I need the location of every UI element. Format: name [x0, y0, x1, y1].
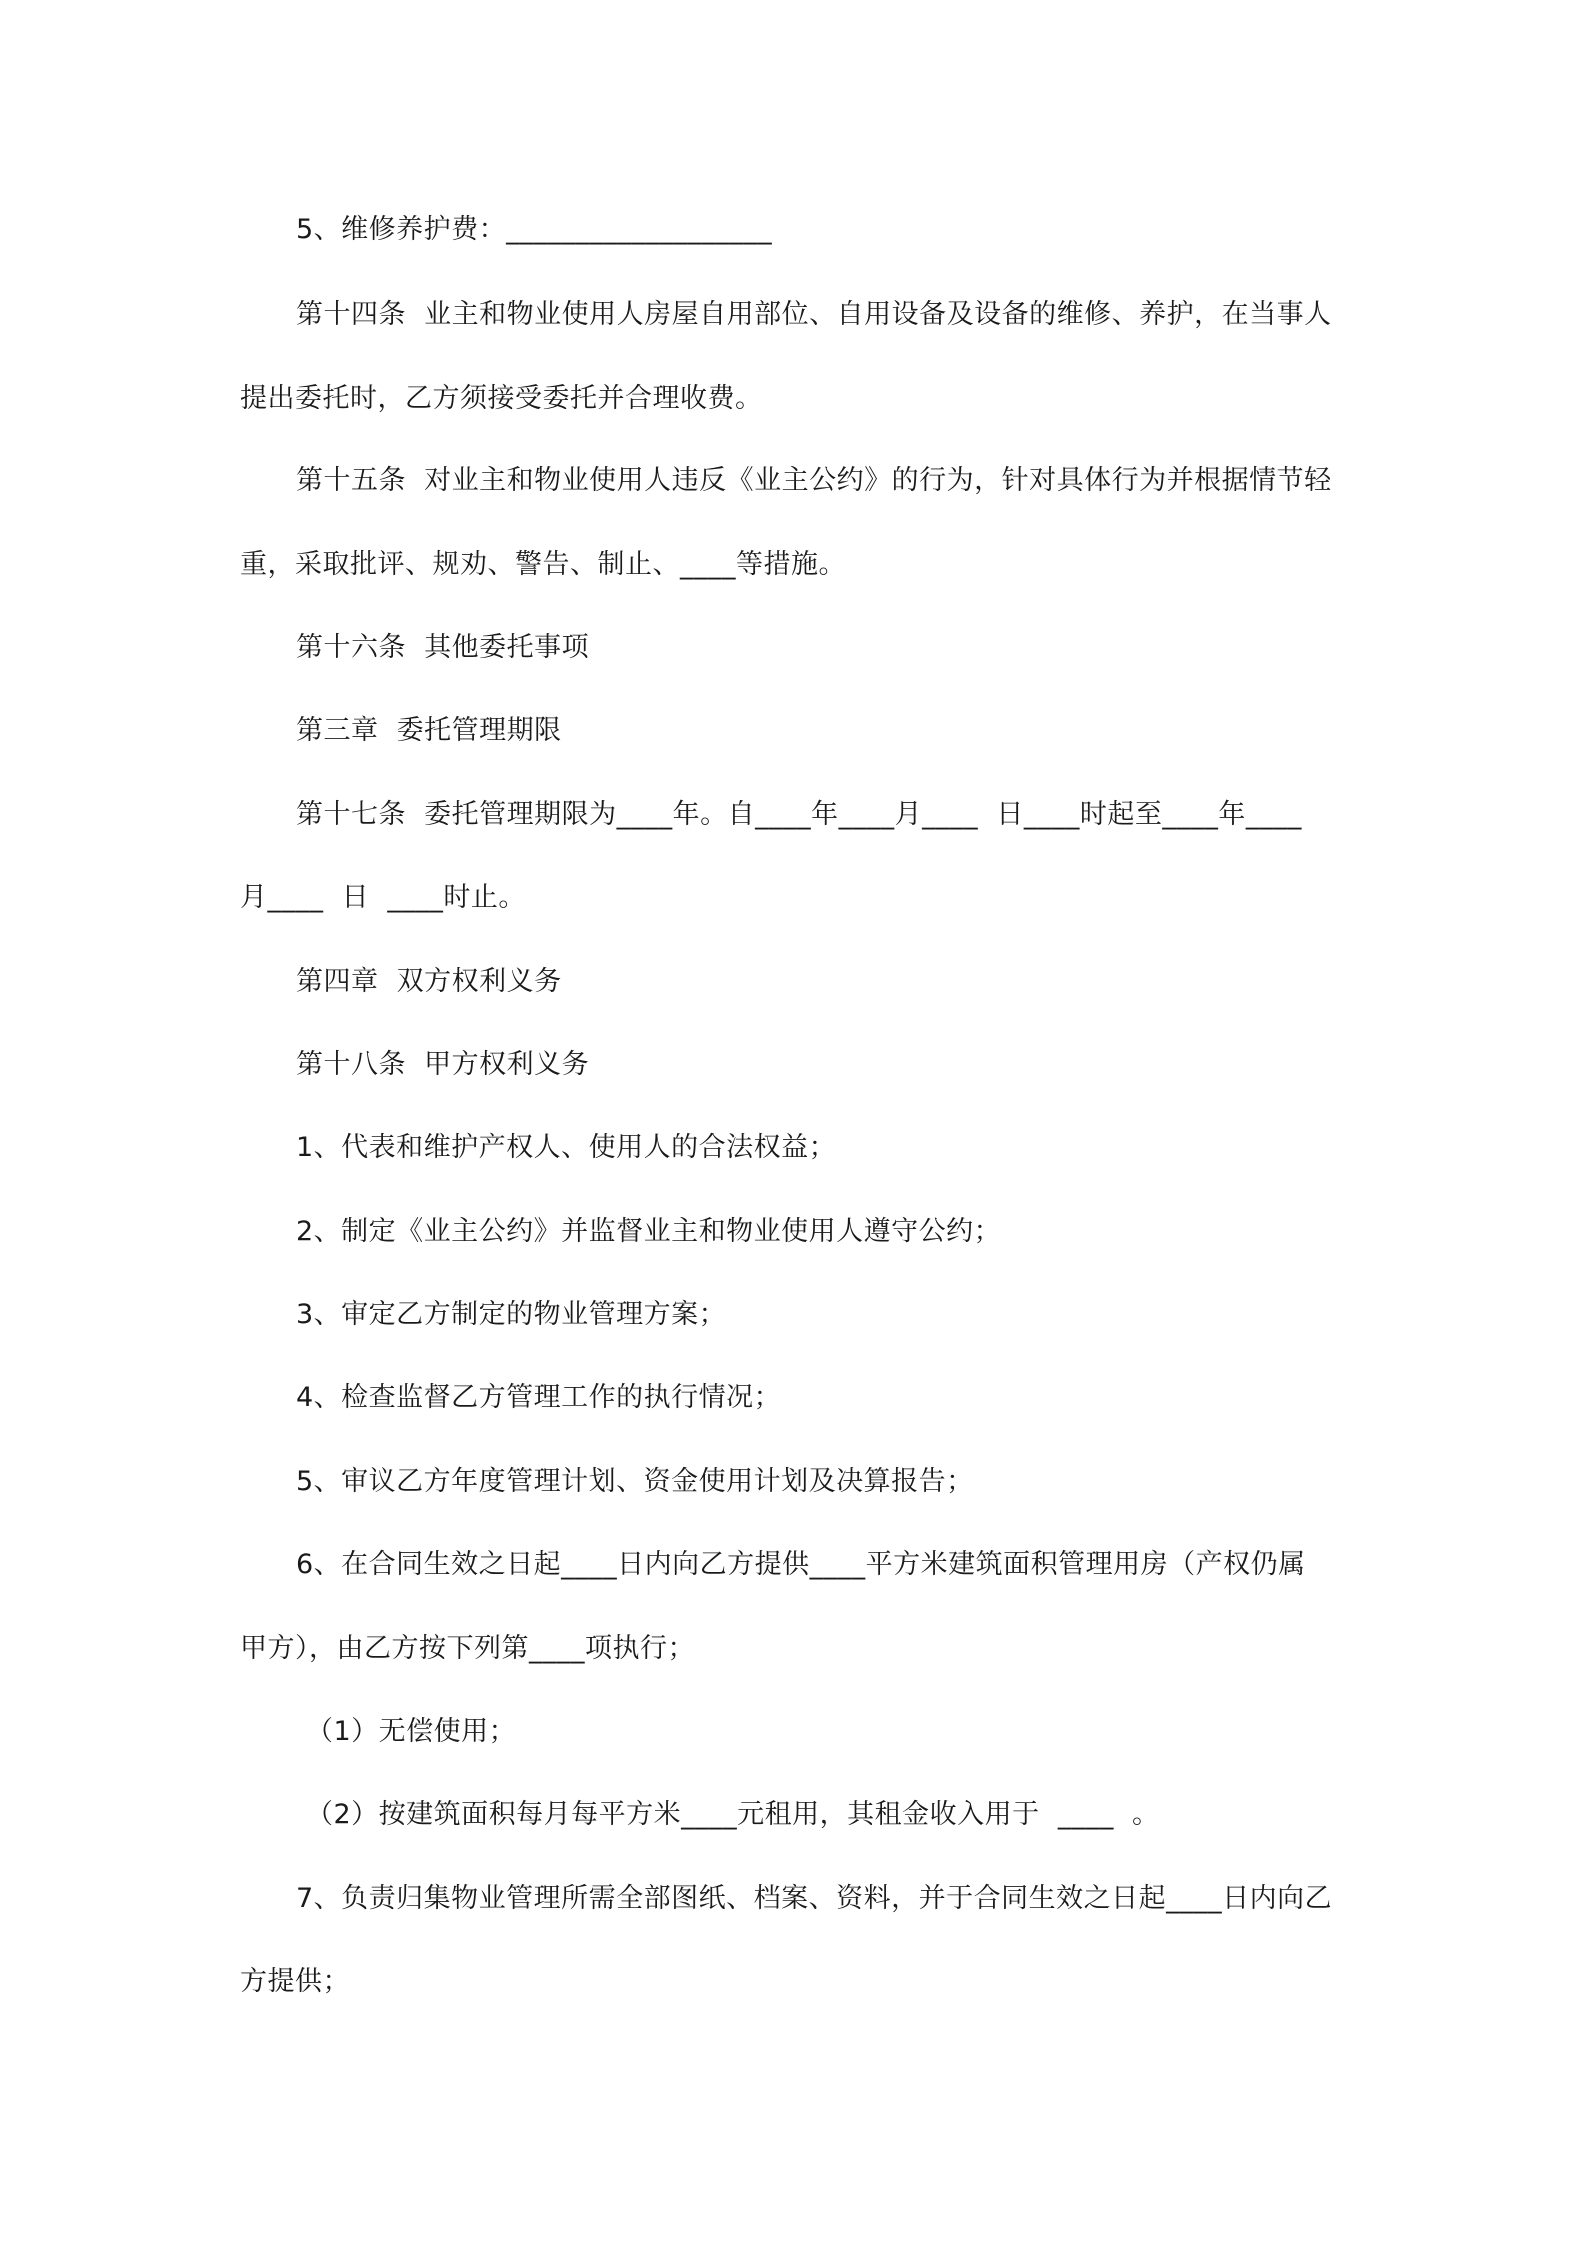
list-item: 5、审议乙方年度管理计划、资金使用计划及决算报告； — [296, 1466, 974, 1497]
list-item: 1、代表和维护产权人、使用人的合法权益； — [296, 1132, 837, 1163]
text-line: 方提供； — [240, 1966, 350, 1997]
text-line: 第十四条 业主和物业使用人房屋自用部位、自用设备及设备的维修、养护，在当事人 — [296, 299, 1332, 330]
text-line: 5、维修养护费：___________________ — [296, 214, 773, 245]
text-line: 第十七条 委托管理期限为____年。自____年____月____ 日____时起至____年____ — [296, 799, 1302, 830]
list-item: 6、在合同生效之日起____日内向乙方提供____平方米建筑面积管理用房（产权仍属 — [296, 1549, 1306, 1580]
list-item: 7、负责归集物业管理所需全部图纸、档案、资料，并于合同生效之日起____日内向乙 — [296, 1883, 1333, 1914]
chapter-heading: 第三章 委托管理期限 — [296, 715, 562, 746]
text-line: 月____ 日 ____时止。 — [240, 882, 526, 913]
chapter-heading: 第四章 双方权利义务 — [296, 966, 562, 997]
text-line: 第十六条 其他委托事项 — [296, 632, 590, 663]
text-line: 重，采取批评、规劝、警告、制止、____等措施。 — [240, 549, 846, 580]
sub-list-item: （1）无偿使用； — [306, 1716, 517, 1747]
text-line: 提出委托时，乙方须接受委托并合理收费。 — [240, 383, 763, 414]
text-line: 第十八条 甲方权利义务 — [296, 1049, 590, 1080]
text-line: 第十五条 对业主和物业使用人违反《业主公约》的行为，针对具体行为并根据情节轻 — [296, 465, 1332, 496]
sub-list-item: （2）按建筑面积每月每平方米____元租用，其租金收入用于 ____ 。 — [306, 1799, 1160, 1830]
list-item: 4、检查监督乙方管理工作的执行情况； — [296, 1382, 782, 1413]
list-item: 2、制定《业主公约》并监督业主和物业使用人遵守公约； — [296, 1216, 1002, 1247]
list-item: 3、审定乙方制定的物业管理方案； — [296, 1299, 727, 1330]
text-line: 甲方），由乙方按下列第____项执行； — [240, 1633, 695, 1664]
